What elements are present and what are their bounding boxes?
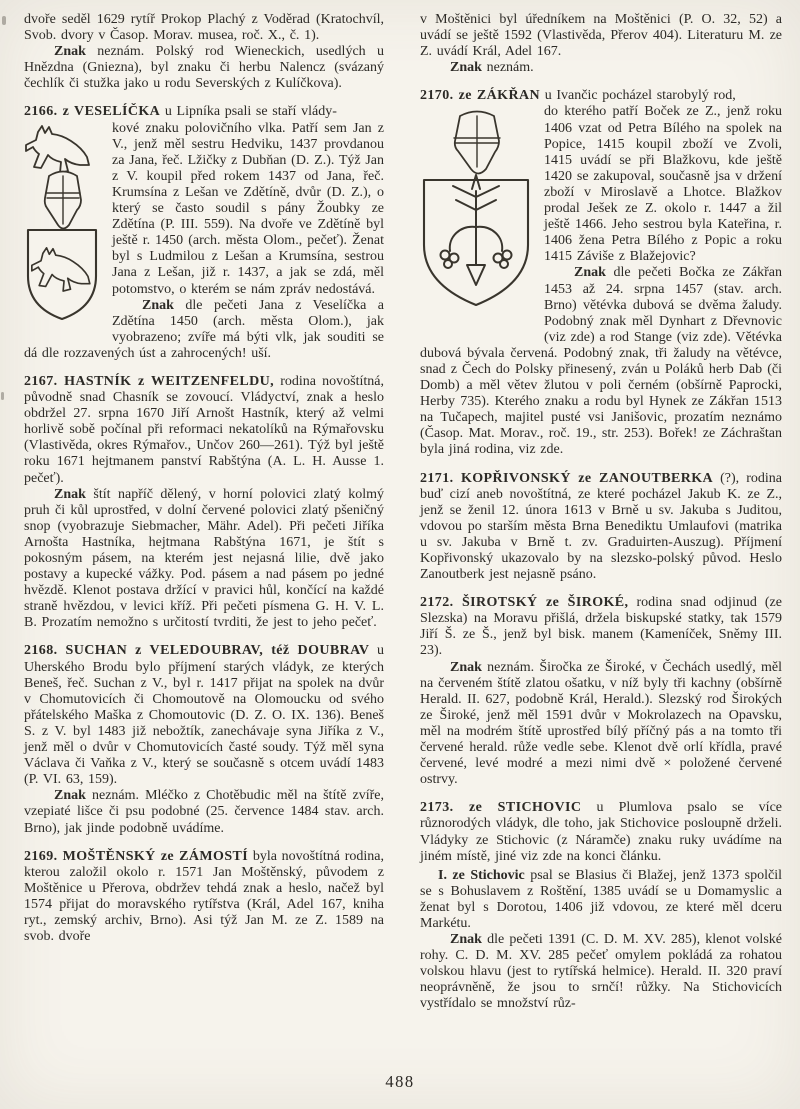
page-number: 488: [385, 1072, 415, 1091]
znak-label: Znak: [574, 265, 606, 281]
scan-artifact: [1, 392, 4, 400]
entry-2166-heading: [24, 104, 384, 120]
paragraph-text: dle pečeti Jana z Veselíčka a Zdětína 1450 (arch. města Olom.), jak vyobrazeno; zvíře má býti vlk, jak souditi se dá dle rozzavených úst a zahrocených! uší.: [24, 297, 384, 361]
entry-2169: [24, 849, 384, 946]
entry-number-name: 2169. MOŠTĚNSKÝ ze ZÁMOSTÍ: [24, 848, 249, 864]
paragraph-text: v Moštěnici byl úředníkem na Moštěnici (P. O. 32, 52) a uvádí se ještě 1592 (Vlastivěda, Přerov 404). Literaturu M. ze Z. uvádí Král, Adel 167.: [420, 12, 782, 60]
znak-label: Znak: [54, 486, 86, 502]
entry-number-name: 2171. KOPŘIVONSKÝ ze ZANOUTBERKA: [420, 470, 714, 486]
paragraph-text: neznám.: [481, 60, 534, 76]
entry-body-text: u Plumlova psalo se více různorodých vládyk, dle toho, jak Stichovice posloupně drželi. Vládyky ze Stichovic (z Náramče) znaku ruky uvádíme na jiném místě, jiné viz zde na konci článku.: [420, 800, 782, 864]
entry-2168: [24, 643, 384, 788]
znak-label: Znak: [450, 932, 482, 948]
entry-2166-body: [24, 121, 384, 298]
entry-body-text: rodina snad odjinud (ze Slezska) na Moravu přišlá, držela biskupské statky, tak 1579 Jiří Š. ze Š., jenž byl bisk. manem (Kameníček, Sněmy III. 23).: [420, 595, 782, 659]
zakran-arms-drawing: [420, 107, 532, 307]
entry-body-text: kové znaku polovičního vlka. Patří sem Jan z V., jenž měl sestru Hedviku, 1437 provdanou za Jana, řeč. Lžičky z Dubňan (D. Z.). Týž Jan z V. koupil před rokem 1437 od Jana, řeč. Krumsína z Lešan ve Zdětíně, dvůr (D. Z.), o který se často soudil s pány Žoubky ze Zdětína (P. III. 559). Na dvoře ve Zdětíně byl ještě r. 1450 (arch. města Olom., pečeť). Ženat byl s Ludmilou z Lešan a Krumsína, sestrou Jana z Lešan, již r. 1437, a jak se zdá, měl potomstvo, o kterém se nám zpráv nedostává.: [112, 120, 384, 297]
right-column: [420, 12, 782, 1013]
entry-2173: [420, 800, 782, 864]
paragraph-text: dle pečeti 1391 (C. D. M. XV. 285), klenot volské rohy. C. D. M. XV. 285 pečeť omylem pokládá za rohatou volskou hlavu (jest to rytířská helmice). Herald. II. 320 praví neoprávněně, že jsou to srnčí! růžky. Na Stichovicích vystřídalo se množství růz-: [420, 932, 782, 1012]
paragraph-continuation: [420, 12, 782, 60]
paragraph-stichovic-1: [420, 868, 782, 932]
paragraph-text: štít napříč dělený, v horní polovici zlatý kolmý pruh či kůl uprostřed, v dolní červené polovici zlatý pšeničný snop (vyobrazuje Siebmacher, Mähr. Adel). Při pečeti Jiříka Arnošta Hastníka, hejtmana Rabštýna 1671, je štít s pokosným pásem, na kterém jest nejasná lilie, dvě jako postavy a kupecké vážky. Pod. pásem a nad pásem po jedné hvězdě. Klenot postava držící v pravici hůl, končící na každé straně hvězdou, v levici kříž. Při pečeti písmena G. H. V. L. B. Prozatím nemožno s určitostí tvrditi, že jest to jeho pečeť.: [24, 486, 384, 631]
zakran-coat-of-arms-figure: [420, 107, 532, 335]
veselicka-coat-of-arms-figure: [24, 124, 100, 332]
paragraph-text: neznám. Širočka ze Široké, v Čechách usedlý, měl na červeném štítě zlatou ošatku, v níž byly tři kachny (obšírně Herald. II. 627, podobně Král, Herald.). Slezský rod Širokých ze Široké, jenž měl 1591 dvůr v Mokrolazech na Opavsku, měl na modrém štítě uprostřed bílý příčný pás a na tomto tři červené herald. růže vedle sebe. Klenot dvě orlí křídla, pravé červené, levé modré a mezi nimi dvě × položené červené ostrvy.: [420, 659, 782, 788]
entry-body-text: (?), rodina buď cizí aneb novoštítná, ze které pocházel Jakub K. ze Z., jenž se ženil 12. února 1613 v Brně u sv. Jakuba s Juditou, vdovou po starším města Brna Benediktu Umlaufovi (matrika u sv. Jakuba v Brně t. zv. Graduirten-Auszug). Příjmení Kopřivonský ukazovalo by na slezsko-polský původ. Heslo Zanoutberk jest nejasně psáno.: [420, 470, 782, 583]
paragraph-znak-wienecki: [24, 44, 384, 92]
veselicka-arms-drawing: [24, 124, 100, 320]
paragraph-text: dvoře seděl 1629 rytíř Prokop Plachý z Voděrad (Kratochvíl, Svob. dvory v Časop. Morav. musea, roč. X., č. 1).: [24, 12, 384, 44]
entry-2170-body: [420, 104, 782, 265]
paragraph-znak-mostensky: [420, 60, 782, 76]
entry-2170-heading: [420, 88, 782, 104]
scan-artifact: [2, 16, 6, 25]
paragraph-continuation: [24, 12, 384, 44]
entry-number-name: 2173. ze STICHOVIC: [420, 800, 582, 816]
paragraph-znak-sirotsky: [420, 660, 782, 789]
left-column: [24, 12, 384, 945]
paragraph-text: neznám. Mléčko z Chotěbudic měl na štítě zvíře, vzepiaté lišce či psu podobné (25. července 1484 stav. arch. Brno), jak jinde podobně uvádíme.: [24, 788, 384, 836]
wolf-crest-icon: [26, 126, 89, 173]
entry-body-text: u Uherského Brodu bylo příjmení starých vládyk, ze kterých Beneš, řeč. Suchan z V., byl r. 1417 přijat na spolek na dvůr v Chomutovicích či Chomoutově na Olomoucku od svého přátelského Maška z Chomoutovic (D. Z. O. IX. 136). Beneš S. z V. byl 1483 již nebožtík, zanechávaje syna Jiříka z V., jenž měl o dvůr v Chomutovicích časté soudy. Týž měl syna Václava či Vaňka z V., který se současně s otcem uvádí 1483 (P. VI. 63, 159).: [24, 643, 384, 788]
entry-2171: [420, 471, 782, 584]
entry-number-name: 2172. ŠIROTSKÝ ze ŠIROKÉ,: [420, 595, 629, 611]
entry-body-text: rodina novoštítná, původně snad Chasník se zovoucí. Vládyctví, znak a heslo obdržel 27. srpna 1670 Jiří Arnošt Hastník, který až velmi horlivě sobě počínal při reformaci nekatolíků na Rýmařovsku (Vlastivěda, okres Rýmařov., Unčov 260—261). Týž byl ještě roku 1671 hejtmanem panství Rabštýna (A. L. H. Ausse 1. pečeť).: [24, 373, 385, 486]
paragraph-znak-stichovic: [420, 932, 782, 1012]
znak-label: Znak: [450, 60, 482, 76]
paragraph-text: neznám. Polský rod Wieneckich, usedlých u Hnězdna (Gniezna), byl znaku či herbu Nalencz (svázaný čechlík či stužka jako u rodu Severských z Kulíčkova).: [24, 44, 384, 92]
entry-heading-text: u Ivančic pocházel starobylý rod,: [540, 88, 736, 104]
entry-2172: [420, 595, 782, 659]
entry-number-name: 2170. ze ZÁKŘAN: [420, 88, 540, 104]
paragraph-text: psal se Blasius či Blažej, jenž 1373 spolčil se s Bohuslavem z Roštění, 1385 uvádí se u Domamyslic a ženat byl s Dorotou, 1406 již vdovou, ze které měl dceru Markétu.: [420, 867, 782, 931]
znak-label: Znak: [142, 297, 174, 313]
paragraph-znak-suchan: [24, 788, 384, 836]
paragraph-znak-hastnik: [24, 487, 384, 632]
entry-number-name: 2168. SUCHAN z VELEDOUBRAV, též DOUBRAV: [24, 643, 370, 659]
znak-label: Znak: [450, 659, 482, 675]
znak-label: Znak: [54, 44, 86, 60]
entry-number-name: 2166. z VESELÍČKA: [24, 104, 161, 120]
sub-entry-label: I. ze Stichovic: [438, 867, 525, 883]
entry-body-text: byla novoštítná rodina, kterou založil okolo r. 1571 Jan Moštěnský, původem z Moštěnice u Přerova, obdržev tehdá znak a heslo, načež byl 1574 přijat do moravského rytířstva (Král, Adel 167, kniha ryt., zemský archiv, Brno). Asi týž Jan M. ze Z. 1589 na svob. dvoře: [24, 848, 384, 945]
paragraph-text: dle pečeti Bočka ze Zákřan 1453 až 24. srpna 1457 (stav. arch. Brno) větévka dubová se dvěma žaludy. Podobný znak měl Dynhart z Dřevnovic (viz zde) a rod Stange (viz zde). Větévka dubová bývala červená. Podobný znak, tři žaludy na větévce, snad z Čech do Polsky přinesený, zván u Poláků herb Dab (či Domb) a měl větev žlutou v poli černém (obšírně Paprocki, Herby 735). Kterého znaku a rodu byl Hynek ze Zákřan 1513 na Tučapech, majitel pusté vsi Janišovic, prozatím neznámo (Časop. Mat. Morav., roč. 19., str. 253). Bořek! ze Záchraštan byla jiná rodina, viz zde.: [420, 265, 782, 458]
entry-heading-text: u Lipníka psali se staří vlády-: [160, 104, 337, 120]
entry-2167: [24, 374, 384, 487]
znak-label: Znak: [54, 788, 86, 804]
entry-body-text: do kterého patří Boček ze Z., jenž roku 1406 vzat od Petra Bílého na spolek na Popice, 1415 koupil zboží ve Zvoli, 1415 uvádí se při Blažkovu, kde ještě 1420 se zakupoval, současně jsa v držení zboží v Miroslavě a Lhotce. Blažkov prodal Ješek ze Z. okolo r. 1447 a žil ještě 1466. Jeho sestrou byla Kateřina, r. 1406 žena Petra Bílého z Popic a roku 1415 Záviše z Blažejovic?: [544, 104, 782, 265]
entry-number-name: 2167. HASTNÍK z WEITZENFELDU,: [24, 373, 275, 389]
